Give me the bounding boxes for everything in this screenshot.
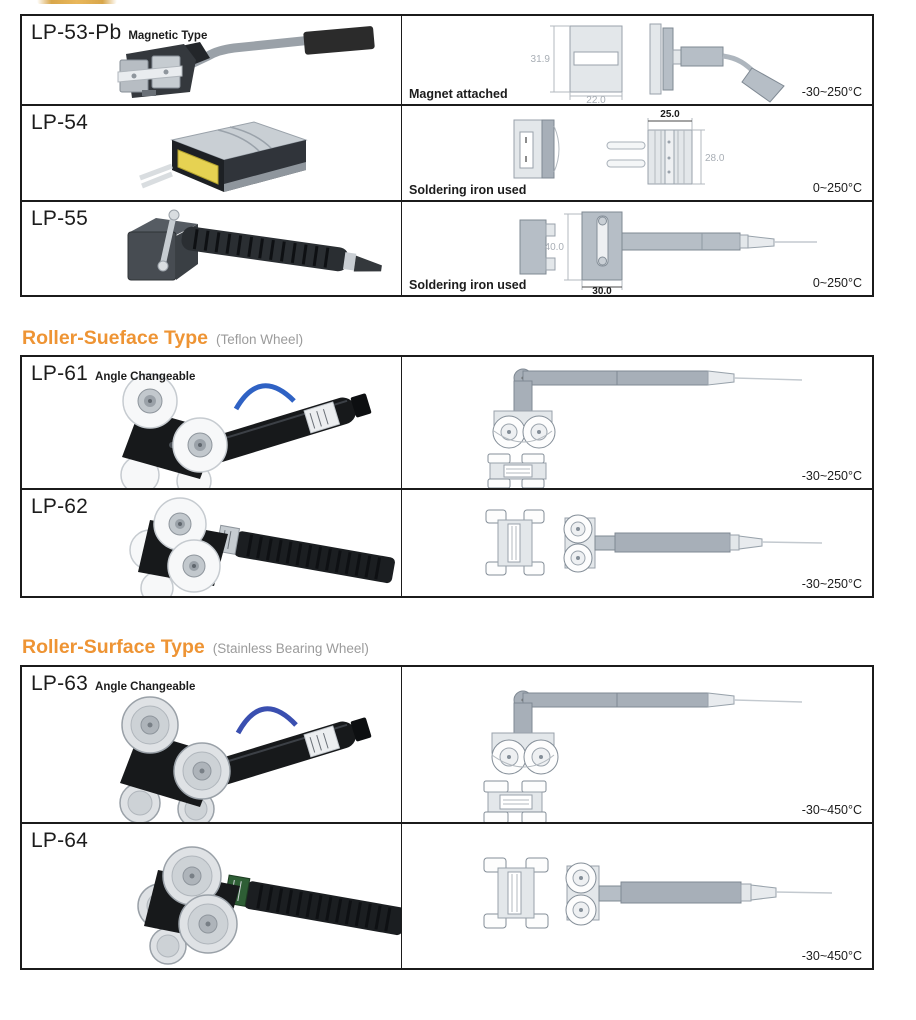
section-note: (Stainless Bearing Wheel) xyxy=(212,641,369,656)
dim-side-label: 28.0 xyxy=(705,153,725,164)
cell-photo-lp62 xyxy=(22,490,402,596)
model-name: LP-54 xyxy=(31,111,89,134)
dim-height-label: 31.9 xyxy=(530,54,550,65)
table-row-lp62 xyxy=(22,490,872,596)
model-name: LP-61 xyxy=(31,362,89,385)
model-name: LP-64 xyxy=(31,829,89,852)
section-title: Roller-Sueface Type xyxy=(22,327,209,349)
tech-drawing-lp64 xyxy=(402,824,872,968)
tech-drawing-lp63 xyxy=(402,667,872,822)
usage-caption: Soldering iron used xyxy=(409,183,527,197)
dim-width-label: 22.0 xyxy=(586,95,606,104)
cell-drawing-lp64 xyxy=(402,824,872,968)
temp-range: -30~250°C xyxy=(801,469,862,483)
cell-photo-lp54 xyxy=(22,106,402,200)
section-note: (Teflon Wheel) xyxy=(216,332,304,347)
section-heading-stainless xyxy=(22,636,369,659)
dim-bottom-label: 30.0 xyxy=(592,286,612,295)
cell-photo-lp64 xyxy=(22,824,402,968)
cell-drawing-lp62 xyxy=(402,490,872,596)
model-name: LP-55 xyxy=(31,207,89,230)
temp-range: -30~250°C xyxy=(801,577,862,591)
temp-range: 0~250°C xyxy=(812,276,862,290)
temp-range: -30~450°C xyxy=(801,949,862,963)
table-row-lp54 xyxy=(22,106,872,202)
probe-table-stainless-roller xyxy=(20,665,874,970)
table-row-lp55 xyxy=(22,202,872,295)
cell-photo-lp61 xyxy=(22,357,402,488)
probe-table-contact xyxy=(20,14,874,297)
cell-drawing-lp55 xyxy=(402,202,872,295)
table-row-lp64 xyxy=(22,824,872,968)
dim-top-label: 25.0 xyxy=(660,109,680,120)
model-tag: Magnetic Type xyxy=(128,30,208,42)
cell-drawing-lp61 xyxy=(402,357,872,488)
table-row-lp63 xyxy=(22,667,872,824)
model-name: LP-63 xyxy=(31,672,89,695)
temp-range: -30~250°C xyxy=(801,85,862,99)
model-name: LP-53-Pb xyxy=(31,21,122,44)
model-tag: Angle Changeable xyxy=(95,681,196,693)
cell-drawing-lp54 xyxy=(402,106,872,200)
model-tag: Angle Changeable xyxy=(95,371,196,383)
top-tab-remnant xyxy=(37,0,117,4)
section-heading-teflon xyxy=(22,327,303,350)
probe-table-teflon-roller xyxy=(20,355,874,598)
cell-drawing-lp53pb xyxy=(402,16,872,104)
cell-drawing-lp63 xyxy=(402,667,872,822)
cell-photo-lp55 xyxy=(22,202,402,295)
cell-photo-lp53pb xyxy=(22,16,402,104)
temp-range: 0~250°C xyxy=(812,181,862,195)
section-title: Roller-Surface Type xyxy=(22,636,205,658)
cell-photo-lp63 xyxy=(22,667,402,822)
dim-side-label: 40.0 xyxy=(544,242,564,253)
table-row-lp53pb xyxy=(22,16,872,106)
usage-caption: Magnet attached xyxy=(409,87,508,101)
temp-range: -30~450°C xyxy=(801,803,862,817)
model-name: LP-62 xyxy=(31,495,89,518)
usage-caption: Soldering iron used xyxy=(409,278,527,292)
table-row-lp61 xyxy=(22,357,872,490)
